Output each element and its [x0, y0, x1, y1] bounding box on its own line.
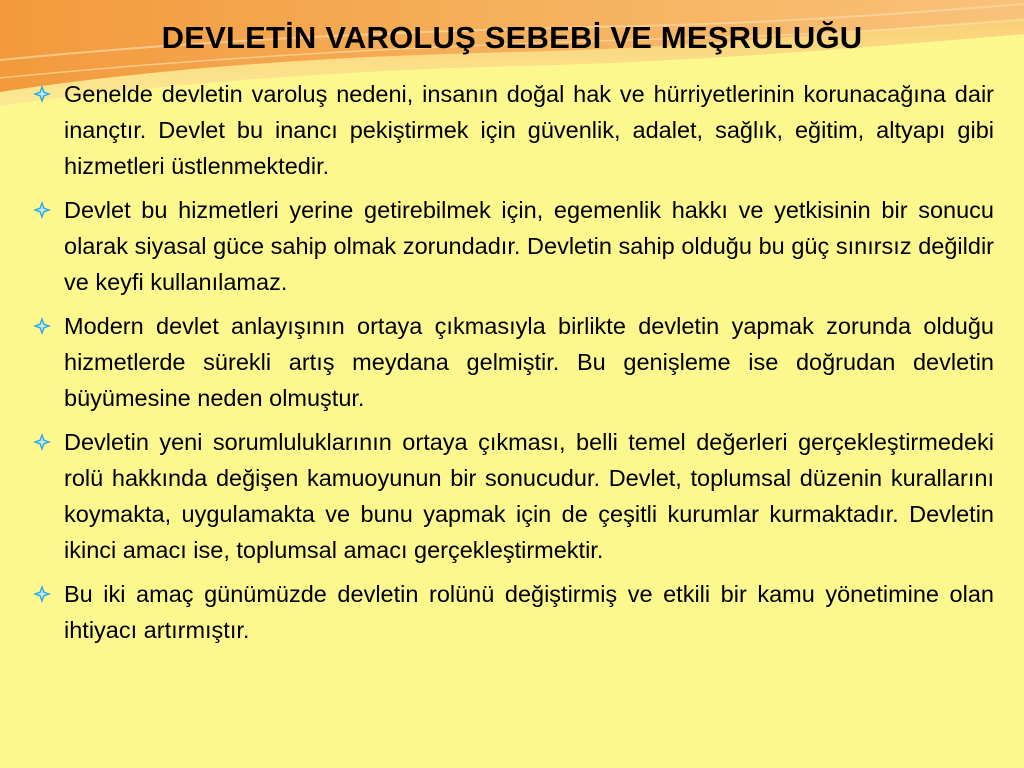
list-item	[30, 192, 994, 300]
slide-title: DEVLETİN VAROLUŞ SEBEBİ VE MEŞRULUĞU	[161, 20, 863, 55]
diamond-bullet-icon	[30, 424, 64, 460]
diamond-bullet-icon	[30, 308, 64, 344]
bullet-text: Devlet bu hizmetleri yerine getirebilmek için, egemenlik hakkı ve yetkisinin bir sonucu olarak siyasal güce sahip olmak zorundadır. Devletin sahip olduğu bu güç sınırsız değildir ve keyfi kullanılamaz.	[64, 197, 994, 295]
list-item	[30, 76, 994, 184]
diamond-bullet-icon	[30, 192, 64, 228]
list-item	[30, 424, 994, 568]
bullet-text: Genelde devletin varoluş nedeni, insanın doğal hak ve hürriyetlerinin korunacağına dair inançtır. Devlet bu inancı pekiştirmek için güvenlik, adalet, sağlık, eğitim, altyapı gibi hizmetleri üstlenmektedir.	[64, 81, 994, 179]
list-item	[30, 576, 994, 648]
diamond-bullet-icon	[30, 76, 64, 112]
diamond-bullet-icon	[30, 576, 64, 612]
bullet-text: Bu iki amaç günümüzde devletin rolünü değiştirmiş ve etkili bir kamu yönetimine olan ihtiyacı artırmıştır.	[64, 581, 994, 643]
bullet-text: Modern devlet anlayışının ortaya çıkmasıyla birlikte devletin yapmak zorunda olduğu hizmetlerde sürekli artış meydana gelmiştir. Bu genişleme ise doğrudan devletin büyümesine neden olmuştur.	[64, 313, 994, 411]
bullet-text: Devletin yeni sorumluluklarının ortaya çıkması, belli temel değerleri gerçekleştirmedeki rolü hakkında değişen kamuoyunun bir sonucudur. Devlet, toplumsal düzenin kurallarını koymakta, uygulamakta ve bunu yapmak için de çeşitli kurumlar kurmaktadır. Devletin ikinci amacı ise, toplumsal amacı gerçekleştirmektir.	[64, 429, 994, 563]
list-item	[30, 308, 994, 416]
bullet-list	[30, 76, 994, 656]
